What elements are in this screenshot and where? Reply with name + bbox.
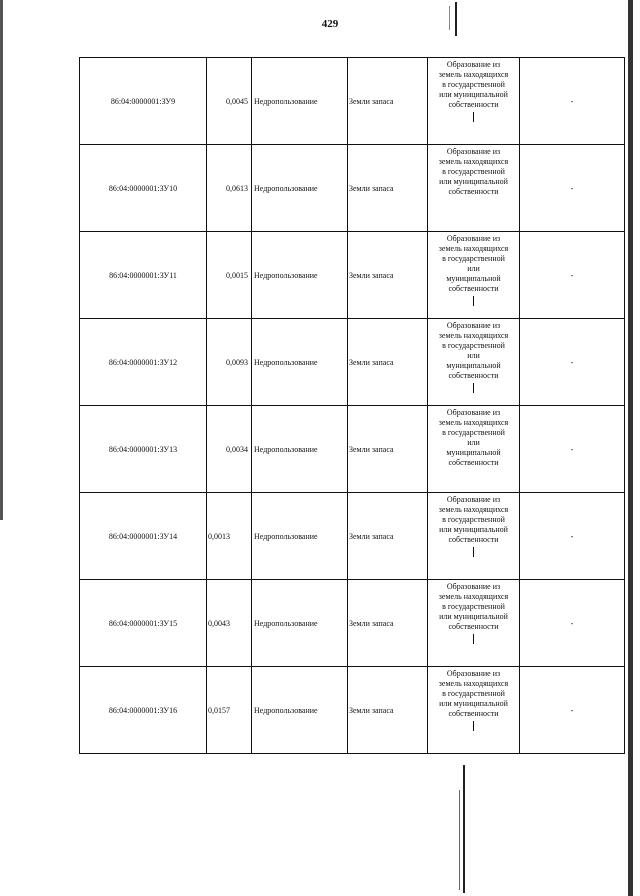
table-row bbox=[80, 58, 625, 145]
note-cell: - bbox=[520, 493, 625, 580]
land-category-cell: Земли запаса bbox=[348, 319, 428, 406]
formation-basis-line: или муниципальной bbox=[439, 90, 508, 99]
formation-basis-line: Образование из bbox=[446, 234, 501, 243]
land-category-cell: Земли запаса bbox=[348, 232, 428, 319]
permitted-use-cell: Недропользование bbox=[252, 145, 348, 232]
page-number: 429 bbox=[321, 18, 339, 30]
land-parcels-table bbox=[79, 57, 625, 754]
formation-basis-line: собственности bbox=[448, 458, 499, 467]
table-row bbox=[80, 319, 625, 406]
table-row bbox=[80, 493, 625, 580]
land-category-cell: Земли запаса bbox=[348, 406, 428, 493]
formation-basis-line: в государственной bbox=[442, 80, 505, 89]
scan-left-edge bbox=[0, 0, 3, 520]
scan-tick-mark bbox=[473, 634, 474, 644]
formation-basis-line: в государственной bbox=[442, 689, 505, 698]
cadastral-number-cell: 86:04:0000001:ЗУ11 bbox=[80, 232, 207, 319]
formation-basis-line: собственности bbox=[448, 187, 499, 196]
scan-tick-mark bbox=[473, 296, 474, 306]
formation-basis-cell bbox=[428, 580, 520, 667]
formation-basis-line: Образование из bbox=[446, 147, 501, 156]
note-cell: - bbox=[520, 319, 625, 406]
formation-basis-line: собственности bbox=[448, 100, 499, 109]
formation-basis-cell bbox=[428, 145, 520, 232]
scan-mark-bottom-thin bbox=[459, 790, 460, 890]
scan-tick-mark bbox=[473, 721, 474, 731]
permitted-use-cell: Недропользование bbox=[252, 667, 348, 754]
scan-tick-mark bbox=[473, 547, 474, 557]
formation-basis-cell bbox=[428, 406, 520, 493]
formation-basis-line: муниципальной bbox=[446, 274, 501, 283]
cadastral-number-cell: 86:04:0000001:ЗУ10 bbox=[80, 145, 207, 232]
area-cell: 0,0093 bbox=[207, 319, 252, 406]
area-cell: 0,0043 bbox=[207, 580, 252, 667]
note-cell: - bbox=[520, 58, 625, 145]
permitted-use-cell: Недропользование bbox=[252, 406, 348, 493]
cadastral-number-cell: 86:04:0000001:ЗУ14 bbox=[80, 493, 207, 580]
cadastral-number-cell: 86:04:0000001:ЗУ13 bbox=[80, 406, 207, 493]
formation-basis-line: земель находящихся bbox=[438, 418, 509, 427]
table-row bbox=[80, 667, 625, 754]
area-cell: 0,0613 bbox=[207, 145, 252, 232]
formation-basis-line: Образование из bbox=[446, 321, 501, 330]
table-row bbox=[80, 580, 625, 667]
note-cell: - bbox=[520, 667, 625, 754]
formation-basis-line: или муниципальной bbox=[439, 177, 508, 186]
scan-tick-mark bbox=[473, 112, 474, 122]
land-category-cell: Земли запаса bbox=[348, 667, 428, 754]
formation-basis-line: собственности bbox=[448, 622, 499, 631]
formation-basis-cell bbox=[428, 667, 520, 754]
table-row bbox=[80, 145, 625, 232]
formation-basis-line: земель находящихся bbox=[438, 592, 509, 601]
cadastral-number-cell: 86:04:0000001:ЗУ12 bbox=[80, 319, 207, 406]
formation-basis-cell bbox=[428, 319, 520, 406]
note-cell: - bbox=[520, 145, 625, 232]
formation-basis-cell bbox=[428, 493, 520, 580]
cadastral-number-cell: 86:04:0000001:ЗУ16 bbox=[80, 667, 207, 754]
note-cell: - bbox=[520, 580, 625, 667]
formation-basis-line: в государственной bbox=[442, 428, 505, 437]
formation-basis-line: Образование из bbox=[446, 582, 501, 591]
formation-basis-line: Образование из bbox=[446, 408, 501, 417]
area-cell: 0,0015 bbox=[207, 232, 252, 319]
formation-basis-line: в государственной bbox=[442, 341, 505, 350]
formation-basis-line: или муниципальной bbox=[439, 525, 508, 534]
formation-basis-line: или муниципальной bbox=[439, 612, 508, 621]
formation-basis-line: или муниципальной bbox=[439, 699, 508, 708]
area-cell: 0,0157 bbox=[207, 667, 252, 754]
formation-basis-line: земель находящихся bbox=[438, 505, 509, 514]
table-row bbox=[80, 406, 625, 493]
formation-basis-line: Образование из bbox=[446, 669, 501, 678]
formation-basis-line: собственности bbox=[448, 709, 499, 718]
formation-basis-cell bbox=[428, 58, 520, 145]
permitted-use-cell: Недропользование bbox=[252, 580, 348, 667]
formation-basis-line: Образование из bbox=[446, 495, 501, 504]
cadastral-number-cell: 86:04:0000001:ЗУ9 bbox=[80, 58, 207, 145]
formation-basis-line: в государственной bbox=[442, 515, 505, 524]
table-row bbox=[80, 232, 625, 319]
land-category-cell: Земли запаса bbox=[348, 145, 428, 232]
permitted-use-cell: Недропользование bbox=[252, 319, 348, 406]
scan-right-edge bbox=[628, 0, 633, 896]
formation-basis-line: собственности bbox=[448, 535, 499, 544]
formation-basis-line: Образование из bbox=[446, 60, 501, 69]
formation-basis-line: в государственной bbox=[442, 602, 505, 611]
formation-basis-line: земель находящихся bbox=[438, 331, 509, 340]
formation-basis-line: собственности bbox=[448, 284, 499, 293]
formation-basis-line: или bbox=[467, 438, 480, 447]
formation-basis-line: земель находящихся bbox=[438, 70, 509, 79]
permitted-use-cell: Недропользование bbox=[252, 58, 348, 145]
formation-basis-line: земель находящихся bbox=[438, 157, 509, 166]
formation-basis-line: собственности bbox=[448, 371, 499, 380]
scan-mark-bottom bbox=[463, 765, 465, 893]
note-cell: - bbox=[520, 232, 625, 319]
formation-basis-line: муниципальной bbox=[446, 361, 501, 370]
land-category-cell: Земли запаса bbox=[348, 493, 428, 580]
formation-basis-line: в государственной bbox=[442, 254, 505, 263]
formation-basis-line: земель находящихся bbox=[438, 244, 509, 253]
formation-basis-line: или bbox=[467, 351, 480, 360]
note-cell: - bbox=[520, 406, 625, 493]
area-cell: 0,0045 bbox=[207, 58, 252, 145]
formation-basis-cell bbox=[428, 232, 520, 319]
permitted-use-cell: Недропользование bbox=[252, 232, 348, 319]
land-category-cell: Земли запаса bbox=[348, 580, 428, 667]
area-cell: 0,0013 bbox=[207, 493, 252, 580]
formation-basis-line: в государственной bbox=[442, 167, 505, 176]
formation-basis-line: муниципальной bbox=[446, 448, 501, 457]
area-cell: 0,0034 bbox=[207, 406, 252, 493]
permitted-use-cell: Недропользование bbox=[252, 493, 348, 580]
cadastral-number-cell: 86:04:0000001:ЗУ15 bbox=[80, 580, 207, 667]
scan-tick-mark bbox=[473, 383, 474, 393]
land-category-cell: Земли запаса bbox=[348, 58, 428, 145]
formation-basis-line: или bbox=[467, 264, 480, 273]
formation-basis-line: земель находящихся bbox=[438, 679, 509, 688]
